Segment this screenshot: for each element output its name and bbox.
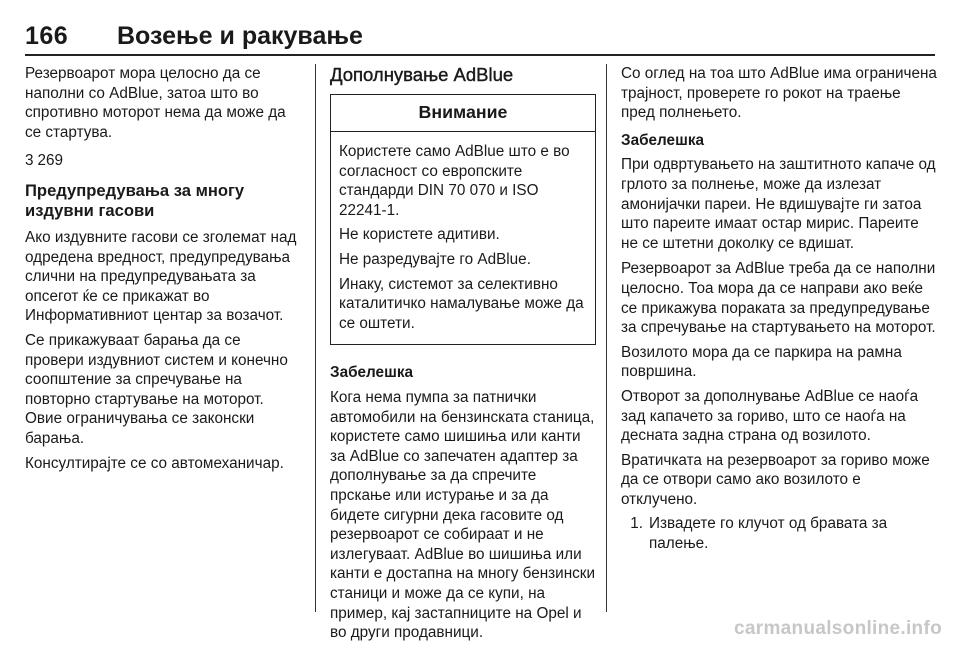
paragraph: Ако издувните гасови се зголемат над одредена вредност, предупредувања слични на предупредувањата за опсегот ќе се прикажат во Информативниот центар за возачот. — [25, 228, 297, 325]
caution-box — [330, 94, 596, 346]
page-reference[interactable] — [25, 151, 300, 171]
caution-text: Инаку, системот за селективно каталитичко намалување може да се оштети. — [339, 275, 584, 332]
paragraph: Резервоарот мора целосно да се наполни со AdBlue, затоа што во спротивно моторот нема да може да се стартува. — [25, 65, 286, 141]
section-heading: Дополнување AdBlue — [330, 64, 514, 85]
chapter-title: Возење и ракување — [117, 22, 363, 50]
watermark: carmanualsonline.info — [734, 618, 942, 639]
reference-page: 269 — [37, 152, 64, 170]
caution-body — [331, 132, 595, 344]
section-heading: Предупредувања за многу издувни гасови — [25, 180, 245, 221]
paragraph: Вратичката на резервоарот за гориво може да се отвори само ако возилото е отклучено. — [621, 451, 930, 508]
column-left — [25, 64, 300, 478]
caution-text: Не користете адитиви. — [339, 226, 500, 244]
column-middle — [330, 64, 596, 648]
column-divider — [315, 64, 316, 612]
caution-title: Внимание — [331, 95, 595, 133]
step-text: Извадете го клучот од бравата за палење. — [649, 515, 888, 553]
page-number: 166 — [25, 22, 69, 50]
note-title: Забелешка — [330, 364, 413, 382]
paragraph: Се прикажуваат барања да се провери издувниот систем и конечно соопштение за спречување на повторно стартување на моторот. Овие ограничувања се законски барања. — [25, 331, 288, 447]
reference-arrow-icon: 3 — [25, 152, 34, 170]
paragraph: Возилото мора да се паркира на рамна површина. — [621, 343, 902, 381]
note-text: При одвртувањето на заштитното капаче од грлото за полнење, може да излезат амонијачки пареи. Не вдишувајте ги затоа што пареите имаат остар мирис. Пареите не се штетни доколку се вдишат. — [621, 156, 936, 252]
note-block — [621, 131, 937, 254]
note-block — [330, 363, 596, 642]
note-title: Забелешка — [621, 131, 704, 149]
list-item — [621, 514, 937, 553]
page-header — [25, 22, 935, 52]
note-text: Кога нема пумпа за патнички автомобили на бензинската станица, користете само шишиња или канти за AdBlue со запечатен адаптер за дополнување за да спречите прскање или истурање и за да бидете сигурни дека гасовите од резервоарот се собираат и не излегуваат. AdBlue во шишиња или канти е достапна на многу бензински станици и може да се купи, на пример, кај застапниците на Opel и во други продавници. — [330, 389, 596, 642]
step-number: 1. — [630, 515, 643, 533]
paragraph: Отворот за дополнување AdBlue се наоѓа зад капачето за гориво, што се наоѓа на десната задна страна од возилото. — [621, 387, 919, 445]
caution-text: Не разредувајте го AdBlue. — [339, 251, 531, 269]
column-divider — [606, 64, 607, 612]
paragraph: Со оглед на тоа што AdBlue има ограничена трајност, проверете го рокот на траење пред полнењето. — [621, 65, 937, 122]
caution-text: Користете само AdBlue што е во согласност со европските стандарди DIN 70 070 и ISO 22241-1. — [339, 143, 570, 219]
paragraph: Консултирајте се со автомеханичар. — [25, 454, 284, 472]
paragraph: Резервоарот за AdBlue треба да се наполни целосно. Тоа мора да се направи ако веќе се прикажува пораката за предупредување за спречување на стартувањето на моторот. — [621, 260, 936, 337]
header-divider — [25, 54, 935, 56]
column-right — [621, 64, 937, 554]
